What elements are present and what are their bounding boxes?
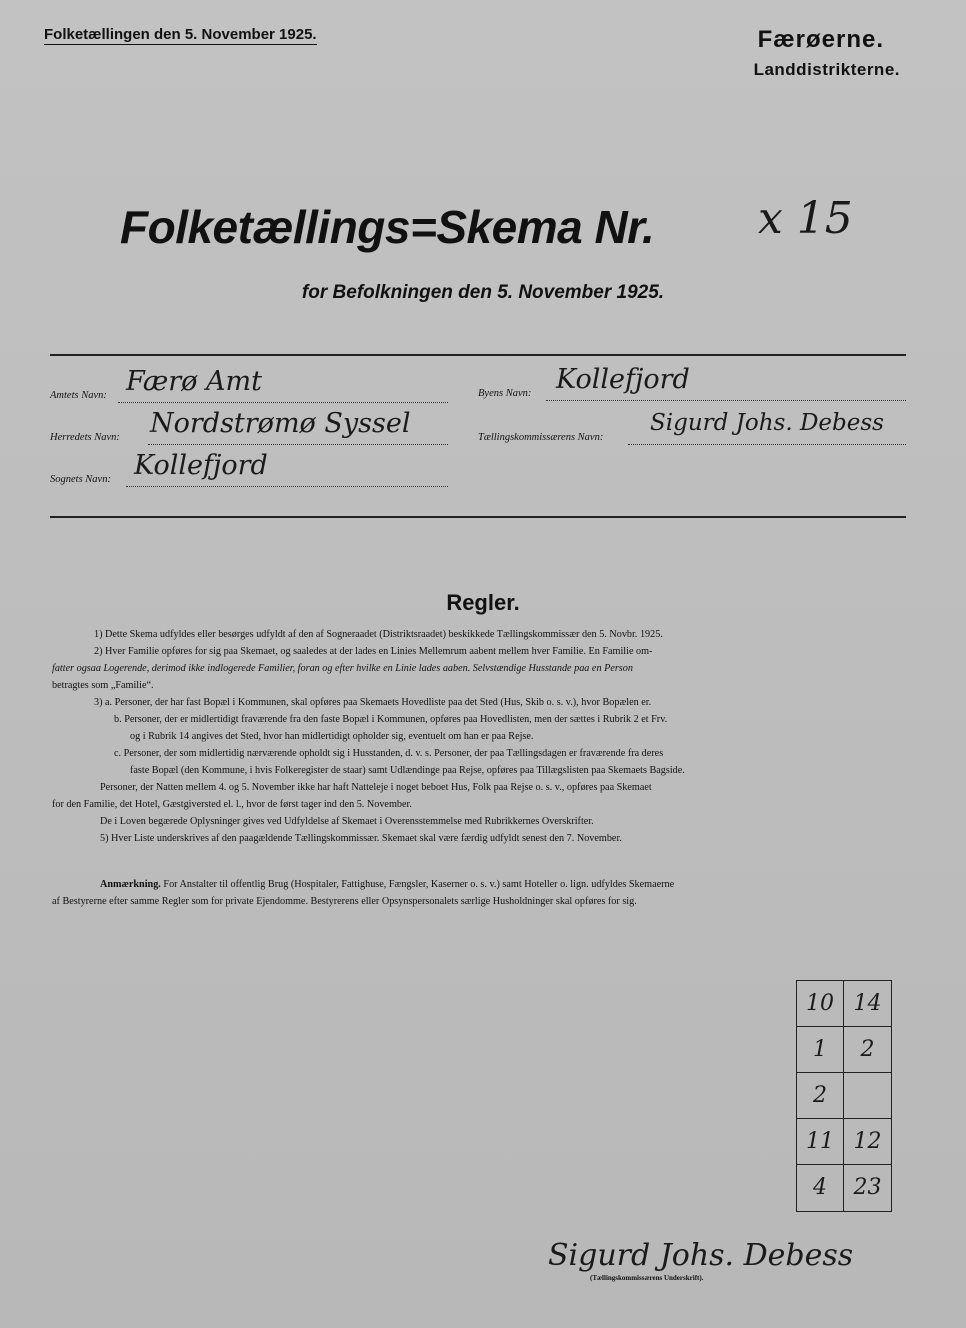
sogn-line (126, 486, 448, 487)
rule-line-1: 1) Dette Skema udfyldes eller besørges udfyldt af den af Sogneraadet (Distriktsraadet) beskikkede Tællingskommissær den 5. Novbr. 1925. (94, 629, 663, 640)
rule-line-5: 3) a. Personer, der har fast Bopæl i Kommunen, skal opføres paa Skemaets Hovedliste paa det Sted (Hus, Skib o. s. v.), hvor Bopælen er. (94, 697, 652, 708)
tally-cell: 11 (797, 1119, 844, 1165)
by-line (546, 400, 906, 401)
note-line-1 (52, 876, 908, 894)
kommissaer-line (628, 444, 906, 445)
commissioner-signature: Sigurd Johs. Debess (548, 1238, 854, 1273)
herred-line (148, 444, 448, 445)
tally-cell: 2 (844, 1027, 891, 1073)
fields-bottom-divider (50, 516, 906, 518)
amt-label: Amtets Navn: (50, 390, 107, 401)
by-label: Byens Navn: (478, 388, 532, 399)
herred-value: Nordstrømø Syssel (150, 408, 411, 439)
rule-line-4: betragtes som „Familie“. (52, 680, 154, 691)
by-value: Kollefjord (556, 364, 690, 395)
tally-cell (844, 1073, 891, 1119)
amt-value: Færø Amt (126, 366, 262, 397)
tally-box (796, 980, 892, 1212)
note-label: Anmærkning. (100, 879, 161, 890)
tally-cell: 10 (797, 981, 844, 1027)
kommissaer-label: Tællingskommissærens Navn: (478, 432, 604, 443)
tally-cell: 14 (844, 981, 891, 1027)
tally-cell: 2 (797, 1073, 844, 1119)
rule-line-6: b. Personer, der er midlertidigt fraværende fra den faste Bopæl i Kommunen, opføres paa Hovedlisten, men der sættes i Rubrik 2 et Frv. (114, 714, 668, 725)
tally-cell: 1 (797, 1027, 844, 1073)
rule-line-8: c. Personer, der som midlertidig nærværende opholdt sig i Husstanden, d. v. s. Personer, der paa Tællingsdagen er fraværende fra deres (114, 748, 664, 759)
note-line-2: af Bestyrerne efter samme Regler som for private Ejendomme. Bestyrerens eller Opsynspersonalets særlige Husholdninger skal opføres for sig. (52, 896, 637, 907)
herred-label: Herredets Navn: (50, 432, 120, 443)
amt-line (118, 402, 448, 403)
rule-line-2: 2) Hver Familie opføres for sig paa Skemaet, og saaledes at der lades en Linies Mellemrum aabent mellem hver Familie. En Familie om- (94, 646, 653, 657)
rule-line-10: Personer, der Natten mellem 4. og 5. November ikke har haft Natteleje i noget beboet Hus, Folk paa Rejse o. s. v., opføres paa Skemaet (100, 782, 652, 793)
form-subtitle: for Befolkningen den 5. November 1925. (301, 282, 665, 303)
top-divider (50, 354, 906, 356)
kommissaer-value: Sigurd Johs. Debess (650, 410, 884, 436)
sogn-label: Sognets Navn: (50, 474, 111, 485)
tally-cell: 12 (844, 1119, 891, 1165)
rule-line-11: for den Familie, det Hotel, Gæstgiversted el. l., hvor de først tager ind den 5. November. (52, 799, 412, 810)
rules-title: Regler. (446, 590, 520, 615)
region-title: Færøerne. (757, 26, 884, 53)
note-text-1: For Anstalter til offentlig Brug (Hospitaler, Fattighuse, Fængsler, Kaserner o. s. v.) samt Hoteller o. lign. udfyldes Skemaerne (163, 879, 675, 890)
sogn-value: Kollefjord (134, 450, 268, 481)
tally-cell: 23 (853, 1175, 882, 1200)
rule-line-3: fatter ogsaa Logerende, derimod ikke indlogerede Familier, foran og efter hvilke en Linie lades aaben. Selvstændige Husstande paa en Person (52, 663, 633, 674)
census-date-header: Folketællingen den 5. November 1925. (44, 26, 317, 43)
form-number-handwritten: x 15 (758, 193, 853, 244)
rule-line-7: og i Rubrik 14 angives det Sted, hvor han midlertidigt opholder sig, eventuelt om han er paa Rejse. (130, 731, 534, 742)
rule-line-12: De i Loven begærede Oplysninger gives ved Udfyldelse af Skemaet i Overensstemmelse med Rubrikkernes Overskrifter. (100, 816, 594, 827)
rule-line-9: faste Bopæl (den Kommune, i hvis Folkeregister de staar) samt Udlændinge paa Rejse, opføres paa Tillægslisten paa Skemaets Bagside. (130, 765, 685, 776)
signature-caption: (Tællingskommissærens Underskrift). (590, 1274, 704, 1282)
form-title: Folketællings=Skema Nr. (120, 201, 655, 253)
district-type: Landdistrikterne. (753, 60, 900, 79)
tally-cell: 4 (797, 1165, 844, 1211)
rule-line-13: 5) Hver Liste underskrives af den paagældende Tællingskommissær. Skemaet skal være færdig udfyldt senest den 7. November. (100, 833, 622, 844)
